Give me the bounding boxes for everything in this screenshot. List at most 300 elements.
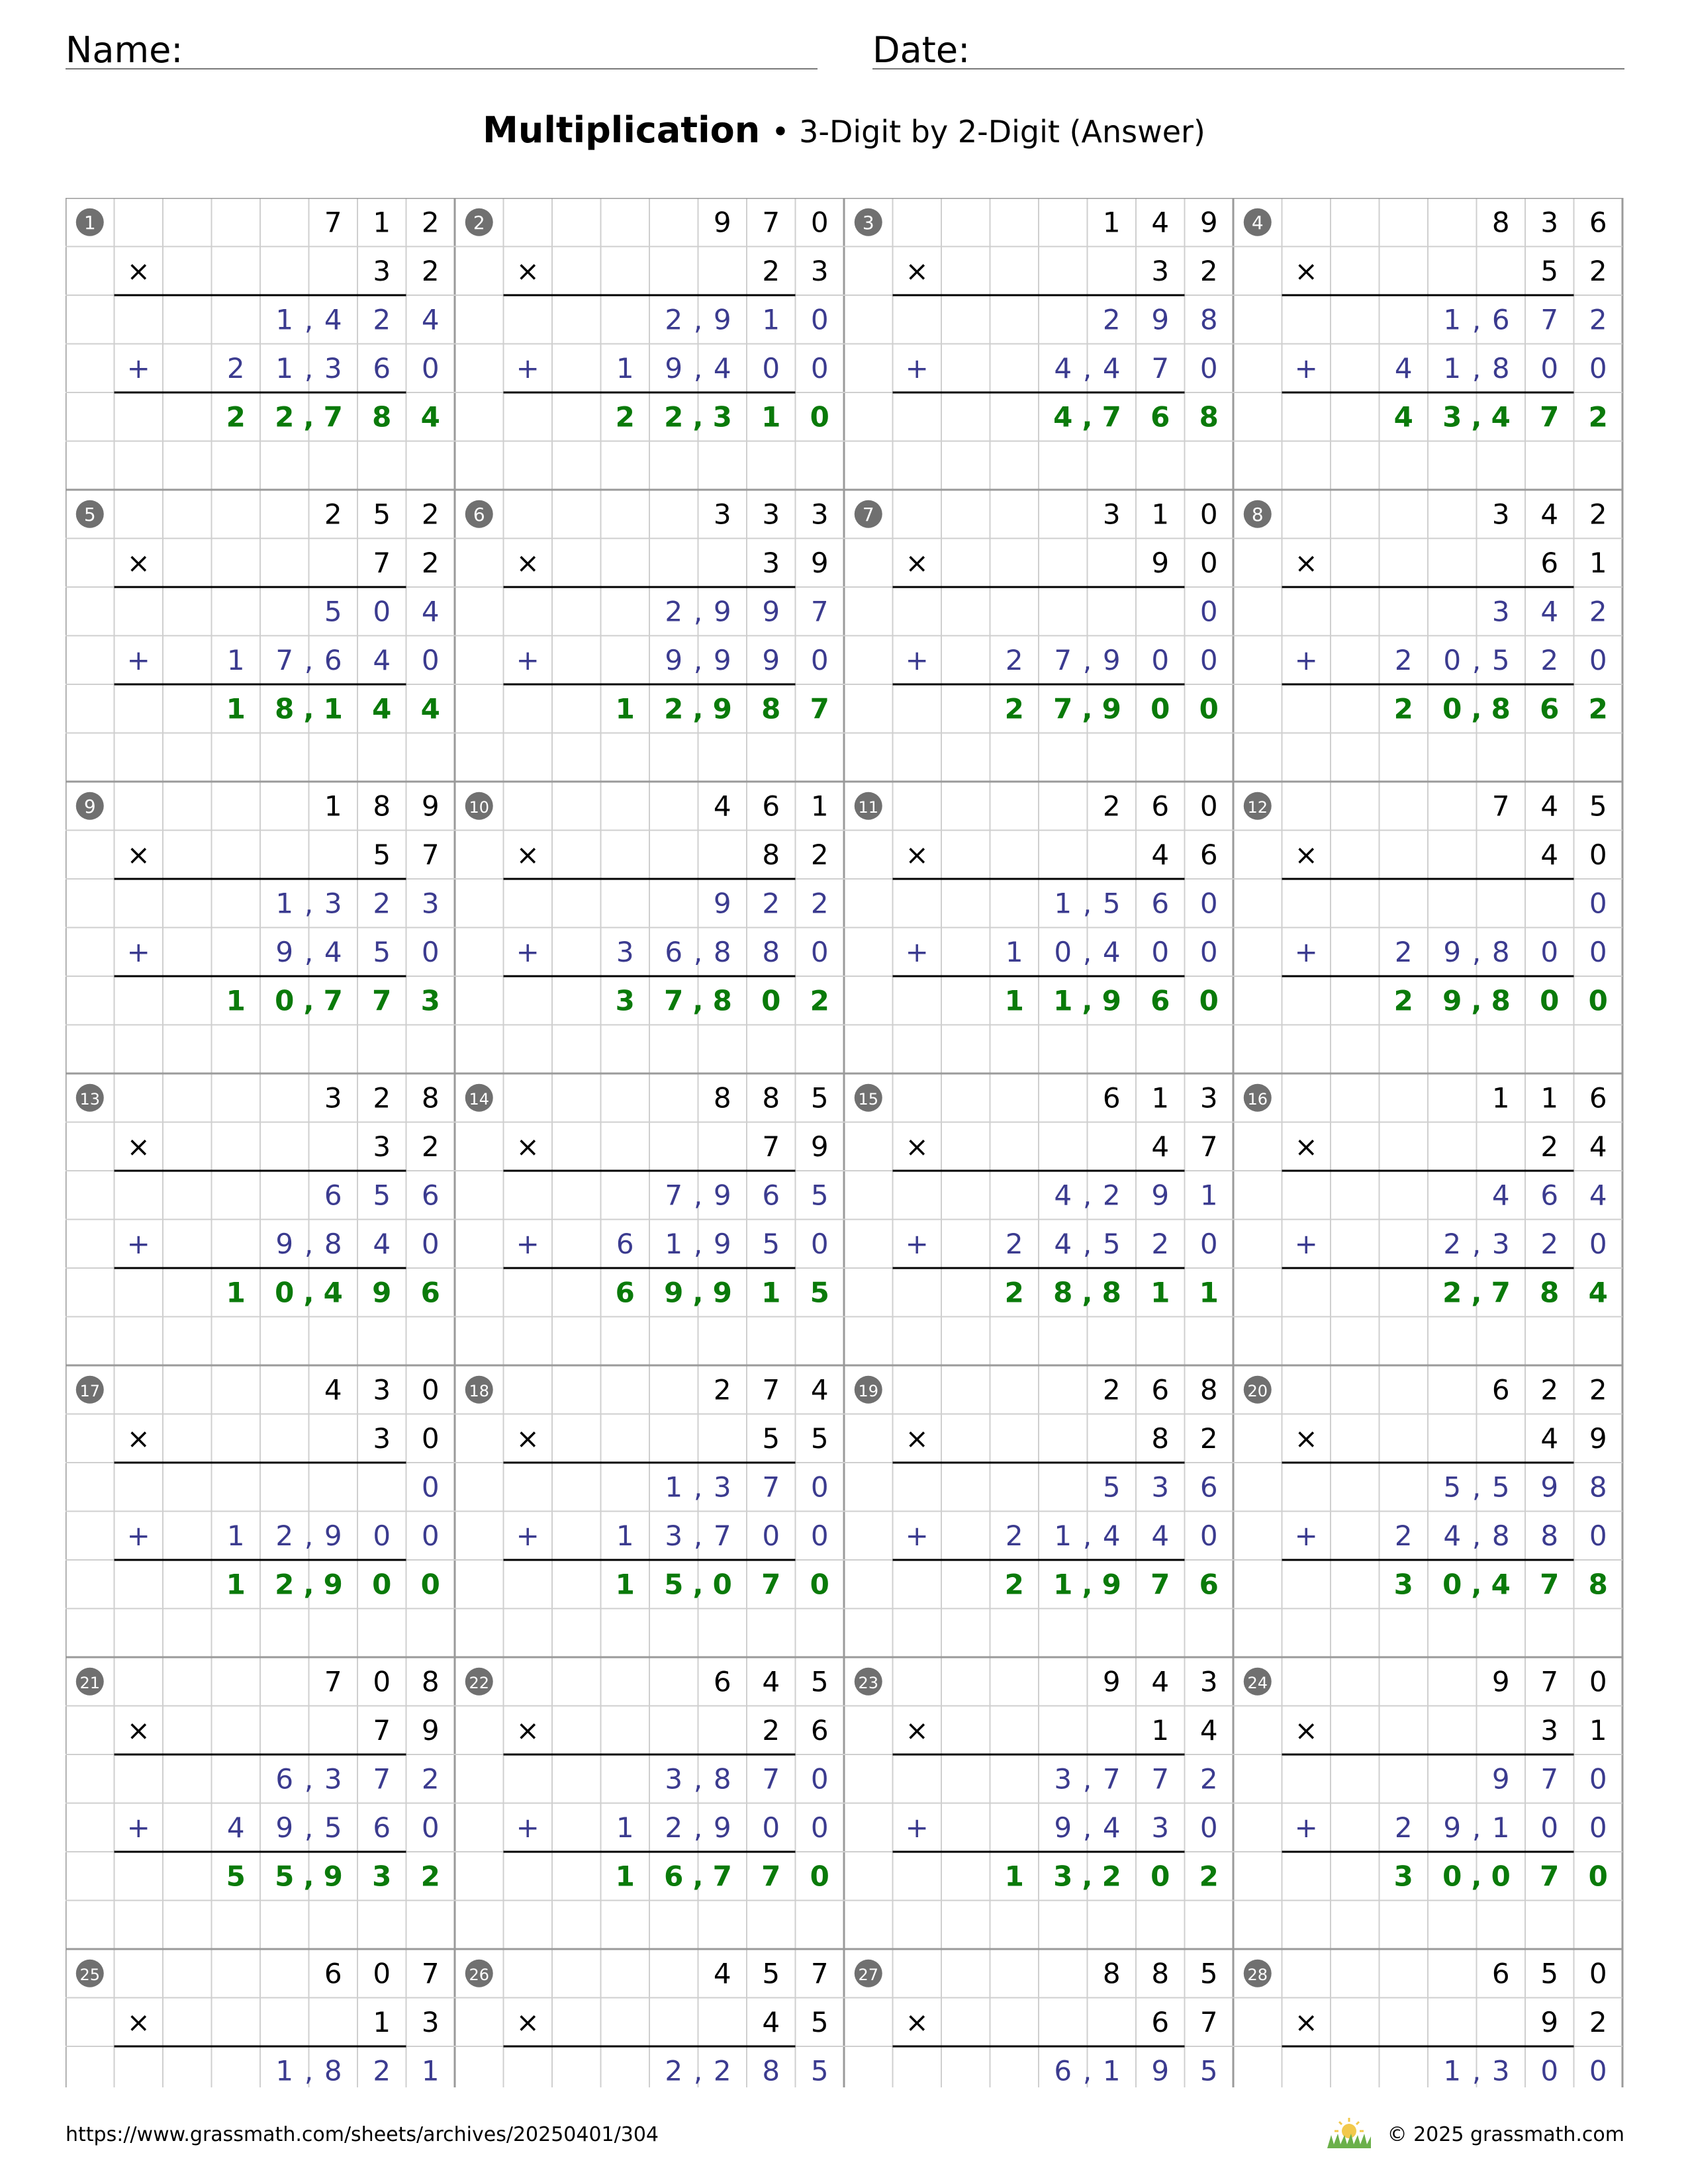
digit-p2: 0 xyxy=(373,1519,391,1552)
digit-a: 2 xyxy=(1540,1373,1559,1406)
times-sign: × xyxy=(516,1713,539,1747)
digit-comma: , xyxy=(1082,1227,1092,1260)
digit-b: 2 xyxy=(421,254,440,287)
digit-ans: 0 xyxy=(1588,984,1608,1017)
digit-p1: 7 xyxy=(373,1762,391,1796)
digit-p1: 4 xyxy=(1540,595,1559,628)
digit-a: 4 xyxy=(713,1957,731,1990)
digit-a: 7 xyxy=(421,1957,440,1990)
digit-ans: 2 xyxy=(1004,1276,1024,1309)
problem-number: 9 xyxy=(83,795,96,817)
digit-ans: 4 xyxy=(420,400,440,433)
digit-p1: 7 xyxy=(762,1471,780,1504)
problem-number: 17 xyxy=(79,1381,101,1400)
digit-b: 7 xyxy=(421,838,440,871)
digit-a: 1 xyxy=(1151,498,1170,531)
grid-lines xyxy=(66,198,1622,2087)
digit-a: 8 xyxy=(1151,1957,1170,1990)
digit-ans: 6 xyxy=(1199,1568,1219,1601)
problem-number: 10 xyxy=(469,797,490,817)
digit-b: 1 xyxy=(373,2005,391,2038)
digit-p2: 0 xyxy=(1443,643,1462,676)
problem-24 xyxy=(1244,1665,1608,1892)
digit-ans: 3 xyxy=(420,984,440,1017)
problem-number: 16 xyxy=(1247,1089,1268,1109)
digit-p1: 4 xyxy=(1054,1179,1072,1212)
digit-comma: , xyxy=(693,351,703,385)
digit-ans: 3 xyxy=(712,400,732,433)
digit-a: 2 xyxy=(1589,1373,1607,1406)
digit-comma: , xyxy=(304,1519,314,1552)
problem-number: 26 xyxy=(469,1965,490,1984)
digit-b: 2 xyxy=(1199,254,1218,287)
problem-21 xyxy=(76,1665,440,1892)
digit-p2: 2 xyxy=(226,351,245,385)
date-field[interactable] xyxy=(872,20,1624,69)
digit-a: 1 xyxy=(1151,1081,1170,1115)
digit-p1: 2 xyxy=(373,2054,391,2087)
digit-p2: 1 xyxy=(616,351,634,385)
digit-ans: 0 xyxy=(1442,1568,1462,1601)
digit-ans: 1 xyxy=(1004,984,1024,1017)
digit-p2: 8 xyxy=(1491,351,1510,385)
digit-comma: , xyxy=(1082,935,1092,968)
digit-comma: , xyxy=(1471,692,1482,725)
digit-p1: 4 xyxy=(1589,1179,1607,1212)
digit-comma: , xyxy=(693,595,703,628)
digit-p2: 0 xyxy=(1199,935,1218,968)
problem-number: 5 xyxy=(83,503,96,525)
digit-a: 4 xyxy=(713,790,731,823)
digit-p1: 6 xyxy=(1540,1179,1559,1212)
digit-p1: 6 xyxy=(1491,303,1510,336)
digit-p2: 4 xyxy=(1443,1519,1462,1552)
page-title xyxy=(0,107,1688,155)
digit-p1: 0 xyxy=(810,1762,829,1796)
plus-sign: + xyxy=(1294,1519,1318,1552)
digit-p2: 2 xyxy=(1151,1227,1170,1260)
digit-b: 3 xyxy=(373,1130,391,1163)
digit-p2: 4 xyxy=(226,1811,245,1844)
times-sign: × xyxy=(1294,1422,1318,1455)
plus-sign: + xyxy=(516,1519,539,1552)
problem-number: 15 xyxy=(858,1089,879,1109)
digit-comma: , xyxy=(1471,1568,1482,1601)
digit-comma: , xyxy=(693,1811,703,1844)
digit-comma: , xyxy=(1472,1519,1481,1552)
digit-ans: 8 xyxy=(712,984,732,1017)
digit-a: 5 xyxy=(810,1081,829,1115)
digit-b: 5 xyxy=(810,1422,829,1455)
name-field[interactable] xyxy=(66,20,818,69)
digit-b: 2 xyxy=(1589,2005,1607,2038)
digit-p2: 2 xyxy=(1394,1519,1413,1552)
digit-ans: 2 xyxy=(615,400,635,433)
digit-p1: 2 xyxy=(373,887,391,920)
digit-a: 9 xyxy=(1491,1665,1510,1698)
digit-ans: 7 xyxy=(372,984,392,1017)
digit-p1: 8 xyxy=(762,2054,780,2087)
problem-number: 24 xyxy=(1247,1673,1268,1692)
digit-ans: 2 xyxy=(810,984,829,1017)
digit-ans: 8 xyxy=(761,692,781,725)
digit-p2: 4 xyxy=(1102,935,1121,968)
digit-ans: 8 xyxy=(1491,984,1511,1017)
times-sign: × xyxy=(1294,546,1318,579)
digit-p2: 4 xyxy=(373,643,391,676)
plus-sign: + xyxy=(516,643,539,676)
digit-a: 4 xyxy=(1151,206,1170,239)
digit-ans: 1 xyxy=(226,692,246,725)
digit-b: 2 xyxy=(1589,254,1607,287)
digit-p2: 4 xyxy=(1102,1811,1121,1844)
digit-ans: 0 xyxy=(372,1568,392,1601)
digit-p1: 2 xyxy=(1589,595,1607,628)
digit-comma: , xyxy=(1082,1568,1093,1601)
digit-a: 3 xyxy=(1199,1081,1218,1115)
digit-comma: , xyxy=(1082,1179,1092,1212)
times-sign: × xyxy=(126,838,150,871)
digit-comma: , xyxy=(1082,692,1093,725)
digit-ans: 8 xyxy=(1588,1568,1608,1601)
times-sign: × xyxy=(516,546,539,579)
digit-p2: 0 xyxy=(810,1519,829,1552)
digit-a: 0 xyxy=(1199,790,1218,823)
digit-comma: , xyxy=(693,935,703,968)
problem-13 xyxy=(76,1081,440,1308)
problem-19 xyxy=(855,1373,1219,1600)
digit-a: 8 xyxy=(762,1081,780,1115)
problem-5 xyxy=(76,498,440,725)
digit-a: 0 xyxy=(373,1957,391,1990)
digit-p1: 8 xyxy=(1589,1471,1607,1504)
digit-p2: 4 xyxy=(713,351,731,385)
digit-b: 6 xyxy=(1540,546,1559,579)
digit-b: 5 xyxy=(810,2005,829,2038)
digit-p1: 5 xyxy=(810,1179,829,1212)
digit-comma: , xyxy=(693,2054,703,2087)
times-sign: × xyxy=(1294,1130,1318,1163)
digit-a: 9 xyxy=(1199,206,1218,239)
digit-ans: 0 xyxy=(1150,692,1170,725)
digit-p2: 0 xyxy=(1589,351,1607,385)
digit-p1: 2 xyxy=(1102,303,1121,336)
digit-comma: , xyxy=(1082,1762,1092,1796)
problem-14 xyxy=(465,1081,829,1308)
digit-b: 9 xyxy=(1151,546,1170,579)
digit-p1: 3 xyxy=(1491,595,1510,628)
digit-p2: 7 xyxy=(1054,643,1072,676)
problem-number: 7 xyxy=(862,503,874,525)
digit-p1: 1 xyxy=(275,887,294,920)
times-sign: × xyxy=(126,2005,150,2038)
plus-sign: + xyxy=(905,1227,929,1260)
digit-ans: 0 xyxy=(420,1568,440,1601)
digit-p1: 9 xyxy=(713,1179,731,1212)
digit-a: 7 xyxy=(810,1957,829,1990)
plus-sign: + xyxy=(905,1811,929,1844)
problem-number: 27 xyxy=(858,1965,879,1984)
digit-ans: 2 xyxy=(664,692,684,725)
times-sign: × xyxy=(1294,838,1318,871)
digit-a: 0 xyxy=(1589,1957,1607,1990)
digit-p2: 1 xyxy=(226,1519,245,1552)
digit-ans: 7 xyxy=(1491,1276,1511,1309)
times-sign: × xyxy=(126,254,150,287)
digit-a: 4 xyxy=(1540,790,1559,823)
digit-a: 7 xyxy=(762,1373,780,1406)
digit-p2: 4 xyxy=(1054,351,1072,385)
times-sign: × xyxy=(905,2005,929,2038)
digit-comma: , xyxy=(692,1860,704,1893)
times-sign: × xyxy=(1294,254,1318,287)
times-sign: × xyxy=(126,1130,150,1163)
digit-a: 3 xyxy=(810,498,829,531)
digit-p1: 5 xyxy=(1199,2054,1218,2087)
digit-ans: 0 xyxy=(275,1276,295,1309)
digit-p2: 1 xyxy=(275,351,294,385)
digit-p2: 0 xyxy=(421,643,440,676)
digit-ans: 0 xyxy=(1491,1860,1511,1893)
digit-ans: 4 xyxy=(1053,400,1073,433)
digit-comma: , xyxy=(303,1860,314,1893)
digit-a: 3 xyxy=(1540,206,1559,239)
digit-p2: 1 xyxy=(616,1519,634,1552)
digit-b: 6 xyxy=(1151,2005,1170,2038)
digit-ans: 0 xyxy=(761,984,781,1017)
problem-number: 21 xyxy=(79,1673,101,1692)
digit-p2: 8 xyxy=(1491,935,1510,968)
digit-p2: 4 xyxy=(373,1227,391,1260)
digit-p1: 0 xyxy=(1199,595,1218,628)
digit-p2: 9 xyxy=(713,1227,731,1260)
digit-ans: 2 xyxy=(1588,692,1608,725)
digit-p2: 2 xyxy=(1005,643,1023,676)
digit-p1: 5 xyxy=(810,2054,829,2087)
digit-ans: 6 xyxy=(1540,692,1560,725)
digit-p1: 6 xyxy=(1151,887,1170,920)
digit-a: 8 xyxy=(1102,1957,1121,1990)
digit-p1: 4 xyxy=(421,303,440,336)
digit-a: 0 xyxy=(421,1373,440,1406)
digit-a: 6 xyxy=(1102,1081,1121,1115)
digit-ans: 3 xyxy=(615,984,635,1017)
problem-23 xyxy=(855,1665,1219,1892)
digit-p1: 6 xyxy=(421,1179,440,1212)
digit-ans: 0 xyxy=(1442,692,1462,725)
digit-comma: , xyxy=(304,2054,314,2087)
digit-p2: 8 xyxy=(1540,1519,1559,1552)
digit-p1: 1 xyxy=(762,303,780,336)
digit-a: 3 xyxy=(762,498,780,531)
digit-comma: , xyxy=(304,643,314,676)
digit-p1: 4 xyxy=(1491,1179,1510,1212)
digit-b: 2 xyxy=(762,1713,780,1747)
plus-sign: + xyxy=(126,935,150,968)
digit-p2: 9 xyxy=(665,643,683,676)
digit-comma: , xyxy=(1082,643,1092,676)
digit-b: 8 xyxy=(1151,1422,1170,1455)
digit-p2: 2 xyxy=(275,1519,294,1552)
digit-p2: 4 xyxy=(324,935,342,968)
digit-p2: 1 xyxy=(616,1811,634,1844)
digit-ans: 1 xyxy=(226,984,246,1017)
digit-p2: 0 xyxy=(1199,1519,1218,1552)
digit-ans: 6 xyxy=(664,1860,684,1893)
times-sign: × xyxy=(126,546,150,579)
times-sign: × xyxy=(905,254,929,287)
digit-p2: 0 xyxy=(762,1519,780,1552)
digit-p1: 1 xyxy=(1102,2054,1121,2087)
digit-ans: 8 xyxy=(372,400,392,433)
problem-7 xyxy=(855,498,1219,725)
digit-p2: 6 xyxy=(665,935,683,968)
digit-b: 4 xyxy=(1199,1713,1218,1747)
digit-comma: , xyxy=(1082,1519,1092,1552)
digit-a: 2 xyxy=(421,206,440,239)
digit-p2: 8 xyxy=(713,935,731,968)
digit-a: 9 xyxy=(421,790,440,823)
digit-ans: 7 xyxy=(1053,692,1073,725)
digit-p2: 0 xyxy=(421,1811,440,1844)
problem-number: 18 xyxy=(469,1381,490,1400)
problem-3 xyxy=(855,206,1219,433)
digit-comma: , xyxy=(1472,2054,1481,2087)
digit-ans: 7 xyxy=(761,1568,781,1601)
grass-sun-logo-icon xyxy=(1326,2115,1372,2150)
digit-p1: 7 xyxy=(665,1179,683,1212)
digit-ans: 2 xyxy=(275,1568,295,1601)
digit-p2: 2 xyxy=(1540,643,1559,676)
digit-comma: , xyxy=(1082,400,1093,433)
digit-ans: 4 xyxy=(372,692,392,725)
digit-p1: 6 xyxy=(275,1762,294,1796)
problem-28 xyxy=(1244,1957,1608,2087)
digit-ans: 0 xyxy=(810,1568,829,1601)
digit-p1: 1 xyxy=(665,1471,683,1504)
digit-a: 6 xyxy=(1491,1957,1510,1990)
times-sign: × xyxy=(516,1130,539,1163)
plus-sign: + xyxy=(905,935,929,968)
problem-25 xyxy=(76,1957,440,2087)
digit-a: 3 xyxy=(713,498,731,531)
digit-p2: 2 xyxy=(1394,643,1413,676)
digit-a: 8 xyxy=(1199,1373,1218,1406)
digit-b: 2 xyxy=(1199,1422,1218,1455)
digit-p2: 9 xyxy=(713,1811,731,1844)
plus-sign: + xyxy=(1294,1811,1318,1844)
digit-p2: 0 xyxy=(421,1227,440,1260)
digit-a: 7 xyxy=(1491,790,1510,823)
digit-p1: 0 xyxy=(1540,2054,1559,2087)
problem-number: 8 xyxy=(1251,503,1264,525)
digit-p2: 4 xyxy=(1102,1519,1121,1552)
digit-p1: 3 xyxy=(1151,1471,1170,1504)
digit-p2: 6 xyxy=(616,1227,634,1260)
digit-ans: 9 xyxy=(1102,692,1121,725)
digit-p1: 7 xyxy=(1151,1762,1170,1796)
problem-number: 12 xyxy=(1247,797,1268,817)
digit-p1: 4 xyxy=(421,595,440,628)
digit-p2: 9 xyxy=(665,351,683,385)
digit-a: 9 xyxy=(1102,1665,1121,1698)
digit-p1: 2 xyxy=(665,595,683,628)
digit-ans: 5 xyxy=(664,1568,684,1601)
problem-17 xyxy=(76,1373,440,1600)
digit-comma: , xyxy=(304,303,314,336)
digit-ans: 3 xyxy=(372,1860,392,1893)
digit-ans: 1 xyxy=(761,1276,781,1309)
digit-a: 2 xyxy=(1589,498,1607,531)
digit-p1: 2 xyxy=(1199,1762,1218,1796)
digit-a: 3 xyxy=(373,1373,391,1406)
digit-p1: 0 xyxy=(1589,1762,1607,1796)
digit-a: 8 xyxy=(421,1665,440,1698)
digit-p1: 2 xyxy=(665,303,683,336)
digit-comma: , xyxy=(1082,351,1092,385)
problem-number: 19 xyxy=(858,1381,879,1400)
digit-ans: 9 xyxy=(712,1276,732,1309)
digit-a: 2 xyxy=(713,1373,731,1406)
footer-url[interactable]: https://www.grassmath.com/sheets/archives/20250401/304 xyxy=(66,2123,659,2146)
problem-16 xyxy=(1244,1081,1608,1308)
plus-sign: + xyxy=(516,935,539,968)
digit-ans: 8 xyxy=(1491,692,1511,725)
digit-p2: 0 xyxy=(1199,643,1218,676)
digit-ans: 5 xyxy=(226,1860,246,1893)
digit-p1: 9 xyxy=(713,595,731,628)
digit-b: 1 xyxy=(1589,1713,1607,1747)
digit-ans: 0 xyxy=(1150,1860,1170,1893)
digit-a: 4 xyxy=(1151,1665,1170,1698)
digit-ans: 4 xyxy=(323,1276,343,1309)
digit-p1: 5 xyxy=(1443,1471,1462,1504)
problem-6 xyxy=(465,498,829,725)
digit-p1: 9 xyxy=(713,303,731,336)
digit-a: 5 xyxy=(373,498,391,531)
digit-ans: 8 xyxy=(275,692,295,725)
problem-number: 22 xyxy=(469,1673,490,1692)
title-main: Multiplication xyxy=(483,109,761,151)
problem-9 xyxy=(76,790,440,1017)
digit-b: 6 xyxy=(1199,838,1218,871)
digit-a: 2 xyxy=(421,498,440,531)
digit-ans: 2 xyxy=(1004,1568,1024,1601)
digit-p1: 7 xyxy=(762,1762,780,1796)
digit-p1: 1 xyxy=(275,303,294,336)
digit-p2: 1 xyxy=(1054,1519,1072,1552)
digit-p2: 8 xyxy=(762,935,780,968)
digit-ans: 4 xyxy=(1491,400,1511,433)
digit-a: 3 xyxy=(1102,498,1121,531)
digit-ans: 2 xyxy=(1393,984,1413,1017)
digit-p2: 0 xyxy=(1199,1811,1218,1844)
problem-number: 11 xyxy=(858,797,879,817)
digit-comma: , xyxy=(1472,935,1481,968)
plus-sign: + xyxy=(126,1811,150,1844)
digit-comma: , xyxy=(303,1276,314,1309)
digit-p2: 7 xyxy=(713,1519,731,1552)
digit-p2: 6 xyxy=(373,1811,391,1844)
digit-a: 7 xyxy=(324,1665,342,1698)
digit-comma: , xyxy=(303,984,314,1017)
digit-p2: 1 xyxy=(1491,1811,1510,1844)
digit-p1: 0 xyxy=(373,595,391,628)
digit-ans: 1 xyxy=(1150,1276,1170,1309)
digit-p1: 1 xyxy=(1443,303,1462,336)
digit-p1: 2 xyxy=(421,1762,440,1796)
digit-comma: , xyxy=(1472,303,1481,336)
